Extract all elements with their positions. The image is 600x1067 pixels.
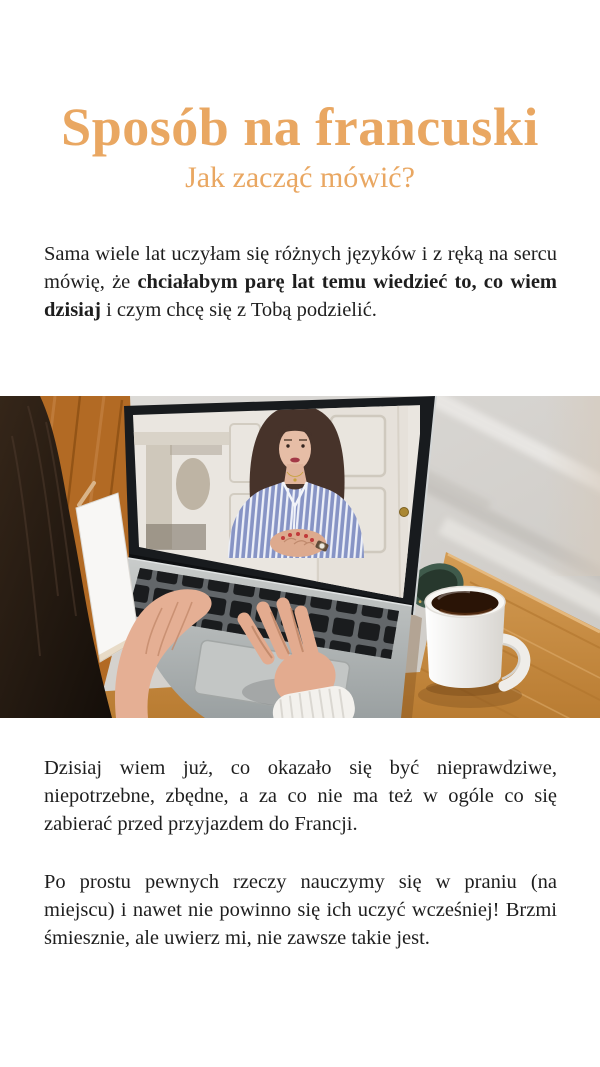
photo-illustration bbox=[0, 396, 600, 718]
page-subtitle: Jak zacząć mówić? bbox=[185, 161, 415, 194]
body-paragraph-2: Dzisiaj wiem już, co okazało się być nieprawdziwe, niepotrzebne, zbędne, a za co nie ma też w ogóle co się zabierać przed przyjazdem do Francji. bbox=[44, 757, 557, 835]
intro-text-pre: Sama wiele lat uczyłam się różnych języków i z ręką na sercu mówię, że bbox=[44, 243, 557, 293]
photo-video-call bbox=[0, 396, 600, 718]
body-paragraph-3: Po prostu pewnych rzeczy nauczymy się w praniu (na miejscu) i nawet nie powinno się ich uczyć wcześniej! Brzmi śmiesznie, ale uwierz mi, nie zawsze takie jest. bbox=[44, 871, 557, 949]
door-knob bbox=[400, 508, 409, 517]
intro-text-post: i czym chcę się z Tobą podzielić. bbox=[100, 299, 377, 321]
intro-text-bold: chciałabym parę lat temu wiedzieć to, co wiem dzisiaj bbox=[44, 271, 557, 321]
page-title: Sposób na francuski bbox=[61, 97, 539, 157]
intro-paragraph bbox=[44, 240, 557, 324]
